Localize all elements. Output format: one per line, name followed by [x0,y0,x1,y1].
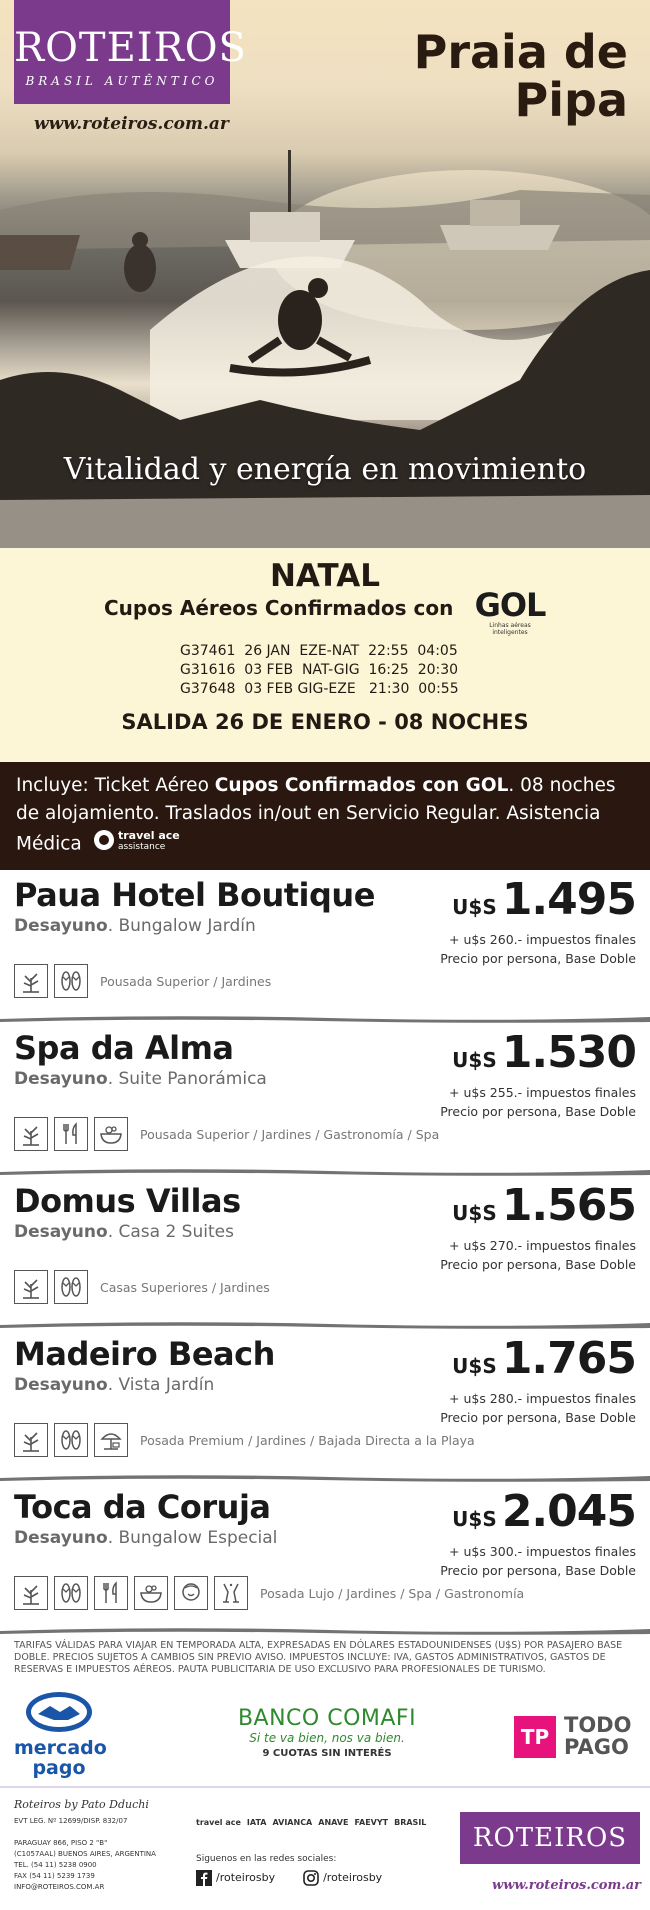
hotel-category: Posada Lujo / Jardines / Spa / Gastronomía [260,1585,525,1601]
todo-pago-line1: TODO [564,1713,632,1737]
hotel-category: Pousada Superior / Jardines [100,973,272,989]
price-basis: Precio por persona, Base Doble [440,951,636,966]
todo-pago-line2: PAGO [564,1735,629,1759]
price-value: 1.495 [501,874,636,925]
price-basis: Precio por persona, Base Doble [440,1563,636,1578]
price-currency: U$S [452,1201,497,1225]
facebook-handle: /roteirosby [216,1871,276,1884]
hotel-board: Desayuno [14,1222,108,1242]
massage-icon-svg [178,1580,204,1606]
payment-logos [0,1690,650,1786]
hotel-room [14,1222,234,1242]
comafi-name: BANCO COMAFI [237,1706,417,1731]
logo-word: ROTEIROS [14,25,247,71]
roteiros-logo [14,0,247,104]
flight-section [0,548,650,762]
includes-prefix: Incluye: Ticket Aéreo [16,775,215,796]
price-details [440,930,636,968]
hotel-name: Paua Hotel Boutique [14,876,375,914]
hotel-card [0,1023,650,1175]
price-currency: U$S [452,1048,497,1072]
price-currency: U$S [452,1507,497,1531]
facebook-icon [196,1870,212,1886]
hotel-price [452,874,636,925]
hotel-room-type: . Bungalow Especial [107,1528,278,1548]
price-tax: + u$s 260.- impuestos finales [449,932,636,947]
hotel-name: Toca da Coruja [14,1488,271,1526]
flight-city: NATAL [269,558,380,594]
price-tax: + u$s 300.- impuestos finales [449,1544,636,1559]
price-details [440,1542,636,1580]
mercado-pago-line1: mercado [14,1737,107,1759]
spa-bowl-icon-svg [98,1121,124,1147]
flip-flops-icon [54,1576,88,1610]
price-details [440,1389,636,1427]
hotel-price [452,1486,636,1537]
address-line: EVT LEG. Nº 12699/DISP. 832/07 [14,1817,128,1825]
hotel-price [452,1333,636,1384]
garden-icon [14,1270,48,1304]
price-details [440,1236,636,1274]
hotel-room [14,916,256,936]
partner-logo: AVIANCA [272,1818,313,1827]
hotel-board: Desayuno [14,916,108,936]
travel-ace-logo-line2: assistance [117,842,165,852]
champagne-icon [214,1576,248,1610]
hotel-name: Spa da Alma [14,1029,234,1067]
champagne-icon-svg [218,1580,244,1606]
footer-divider [0,1786,650,1788]
partner-logo: FAEVYT [354,1818,389,1827]
logo-tagline: BRASIL AUTÊNTICO [25,74,219,88]
includes-bold: Cupos Confirmados con GOL [214,775,509,796]
partner-logo: travel ace [196,1818,241,1827]
departure-date: SALIDA 26 DE ENERO - 08 NOCHES [121,710,529,734]
handshake-icon [24,1690,94,1734]
garden-icon [14,1423,48,1457]
garden-icon-svg [18,1274,44,1300]
destination-title [413,25,628,127]
flip-flops-icon-svg [58,1427,84,1453]
hotel-amenities [14,1423,475,1457]
price-basis: Precio por persona, Base Doble [440,1410,636,1425]
address-line[interactable]: INFO@ROTEIROS.COM.AR [14,1883,105,1891]
garden-icon [14,1117,48,1151]
flip-flops-icon-svg [58,968,84,994]
spa-bowl-icon [94,1117,128,1151]
garden-icon-svg [18,1580,44,1606]
legal-disclaimer: TARIFAS VÁLIDAS PARA VIAJAR EN TEMPORADA ALTA, EXPRESADAS EN DÓLARES ESTADOUNIDENSES (U$S) POR PASAJERO BASE DOBLE. PRECIOS SUJETOS A CAMBIOS SIN PREVIO AVISO. IMPUESTOS INCLUYE: IVA, GASTOS ADMINISTRATIVOS, GASTOS DE RESERVAS E IMPUESTOS AÉREOS. PAUTA PUBLICITARIA DE USO EXCLUSIVO PARA PROFESIONALES DE TURISMO. [14,1640,623,1675]
hotel-name: Madeiro Beach [14,1335,275,1373]
beach-umbrella-icon-svg [98,1427,124,1453]
flight-row: G37648 03 FEB GIG-EZE 21:30 00:55 [180,681,459,697]
hero-banner [0,0,650,548]
garden-icon-svg [18,968,44,994]
travel-ace-logo-line1: travel ace [117,829,180,842]
hotel-price [452,1180,636,1231]
hotel-amenities [14,964,271,998]
cutlery-icon-svg [98,1580,124,1606]
comafi-cuotas: 9 CUOTAS SIN INTERÉS [262,1748,392,1759]
garden-icon-svg [18,1121,44,1147]
mercado-pago-line2: pago [32,1757,86,1779]
gol-logo-word: GOL [474,586,546,624]
price-currency: U$S [452,895,497,919]
price-tax: + u$s 270.- impuestos finales [449,1238,636,1253]
address-line: FAX (54 11) 5239 1739 [14,1872,95,1880]
flight-row: G37461 26 JAN EZE-NAT 22:55 04:05 [180,643,458,659]
instagram-link[interactable] [303,1870,382,1886]
flight-schedule [180,642,459,699]
hotel-card [0,1329,650,1481]
hotel-room [14,1528,277,1548]
beach-umbrella-icon [94,1423,128,1457]
price-value: 1.765 [501,1333,636,1384]
todo-pago-logo [514,1712,638,1762]
hotel-room-type: . Suite Panorámica [107,1069,267,1089]
footer-address [14,1816,156,1893]
address-line [14,1827,156,1838]
flight-cupos-text: Cupos Aéreos Confirmados con [104,596,454,620]
hotel-board: Desayuno [14,1375,108,1395]
flip-flops-icon-svg [58,1580,84,1606]
price-basis: Precio por persona, Base Doble [440,1104,636,1119]
hotel-room-type: . Bungalow Jardín [107,916,256,936]
partner-logo: IATA [246,1818,267,1827]
hotel-card [0,870,650,1022]
price-details [440,1083,636,1121]
hero-tagline: Vitalidad y energía en movimiento [63,452,587,487]
flight-row: G31616 03 FEB NAT-GIG 16:25 20:30 [180,662,459,678]
gol-logo-sub: Linhas aéreas inteligentes [489,622,531,636]
brand-url[interactable]: www.roteiros.com.ar [34,114,229,134]
hotel-category: Casas Superiores / Jardines [100,1279,270,1295]
includes-rest: . 08 noches de alojamiento. Traslados in/out en Servicio Regular. Asistencia Médica [16,775,616,855]
footer-by: Roteiros by Pato Dduchi [14,1798,149,1811]
todo-pago-word [564,1714,631,1758]
hotel-amenities [14,1576,524,1610]
hotel-board: Desayuno [14,1069,108,1089]
flip-flops-icon [54,964,88,998]
spa-bowl-icon [134,1576,168,1610]
hotel-card [0,1176,650,1328]
flip-flops-icon [54,1423,88,1457]
footer-roteiros-logo: ROTEIROS [460,1812,640,1864]
hotel-amenities [14,1117,439,1151]
garden-icon [14,964,48,998]
brush-divider [0,1625,650,1637]
social-links [196,1870,382,1886]
social-label: Siguenos en las redes sociales: [196,1854,337,1864]
hotel-board: Desayuno [14,1528,108,1548]
partner-logos [196,1818,426,1827]
massage-icon [174,1576,208,1610]
hotel-name: Domus Villas [14,1182,241,1220]
facebook-link[interactable] [196,1870,275,1886]
address-line: TEL. (54 11) 5238 0900 [14,1861,97,1869]
destination-title-line2: Pipa [514,73,628,127]
partner-logo: BRASIL [394,1818,427,1827]
mercado-pago-logo [14,1690,107,1782]
footer-url[interactable]: www.roteiros.com.ar [492,1878,642,1893]
price-basis: Precio por persona, Base Doble [440,1257,636,1272]
instagram-icon [303,1870,319,1886]
spa-bowl-icon-svg [138,1580,164,1606]
gol-logo [472,586,548,636]
garden-icon [14,1576,48,1610]
hotel-room [14,1375,214,1395]
comafi-slogan: Si te va bien, nos va bien. [249,1731,405,1745]
price-tax: + u$s 280.- impuestos finales [449,1391,636,1406]
price-value: 1.565 [501,1180,636,1231]
flip-flops-icon-svg [58,1274,84,1300]
instagram-handle: /roteirosby [323,1871,383,1884]
banco-comafi-logo [222,1706,432,1759]
price-tax: + u$s 255.- impuestos finales [449,1085,636,1100]
hotel-room-type: . Vista Jardín [107,1375,215,1395]
hotel-room [14,1069,267,1089]
hotel-amenities [14,1270,270,1304]
address-line: (C1057AAL) BUENOS AIRES, ARGENTINA [14,1850,156,1858]
includes-section [0,762,650,870]
flip-flops-icon [54,1270,88,1304]
hotel-category: Posada Premium / Jardines / Bajada Directa a la Playa [140,1432,475,1448]
hotel-category: Pousada Superior / Jardines / Gastronomía / Spa [140,1126,440,1142]
destination-title-line1: Praia de [413,25,628,79]
hotel-price [452,1027,636,1078]
todo-pago-mark: TP [514,1716,556,1758]
price-currency: U$S [452,1354,497,1378]
hotel-card [0,1482,650,1634]
cutlery-icon [94,1576,128,1610]
cutlery-icon-svg [58,1121,84,1147]
hotel-room-type: . Casa 2 Suites [107,1222,234,1242]
footer [0,1790,650,1910]
price-value: 1.530 [501,1027,636,1078]
price-value: 2.045 [501,1486,636,1537]
travel-ace-logo [94,828,190,861]
cutlery-icon [54,1117,88,1151]
garden-icon-svg [18,1427,44,1453]
partner-logo: ANAVE [318,1818,349,1827]
address-line: PARAGUAY 866, PISO 2 "B" [14,1839,108,1847]
